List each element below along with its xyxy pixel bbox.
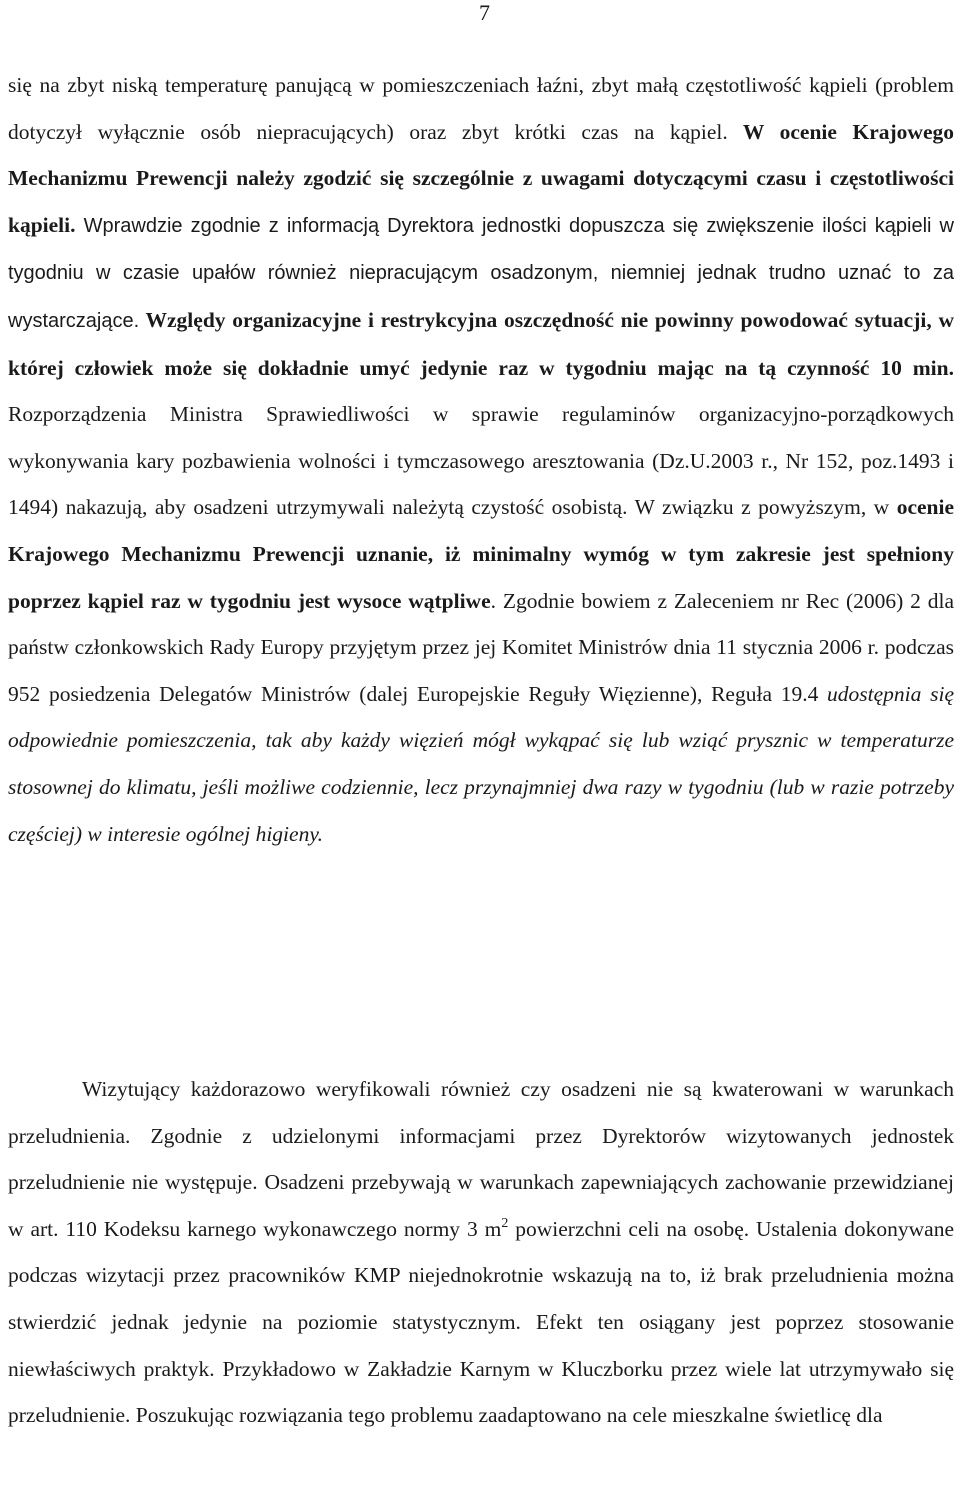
overcrowding-text-part1: Wizytujący każdorazowo weryfikowali również czy osadzeni nie są kwaterowani w warunkach przeludnienia. Zgodnie z udzielonymi informacjami przez Dyrektorów wizytowanych jednostek przeludnienie nie występuje. Osadzeni przebywają w warunkach zapewniających zachowanie przewidzianej w art. 110 Kodeksu karnego wykonawczego normy 3 m <box>8 1077 954 1241</box>
page-number: 7 <box>479 0 490 25</box>
prison-rules-text: . Zgodnie bowiem z Zaleceniem nr Rec (2006) 2 dla państw członkowskich Rady Europy przyjętym przez jej Komitet Ministrów dnia 11 stycznia 2006 r. podczas 952 posiedzenia Delegatów Ministrów (dalej Europejskie Reguły Więzienne), Reguła 19.4 <box>8 588 954 706</box>
kmp-opinion-bold: W ocenie Krajowego Mechanizmu Prewencji należy zgodzić się szczególnie z uwagami dotyczącymi czasu i częstotliwości kąpieli. <box>8 119 954 237</box>
body-text <box>8 62 954 1439</box>
paragraph-bathing-conditions <box>8 62 954 1066</box>
minimum-requirement-bold: ocenie Krajowego Mechanizmu Prewencji uznanie, iż minimalny wymóg w tym zakresie jest spełniony poprzez kąpiel raz w tygodniu jest wysoce wątpliwe <box>8 495 954 613</box>
paragraph-overcrowding <box>8 1066 954 1439</box>
organizational-reasons-bold: Względy organizacyjne i restrykcyjna oszczędność nie powinny powodować sytuacji, w której człowiek może się dokładnie umyć jedynie raz w tygodniu mając na tą czynność 10 min. <box>8 307 954 380</box>
rule-19-4-quote: udostępnia się odpowiednie pomieszczenia, tak aby każdy więzień mógł wykąpać się lub wziąć prysznic w temperaturze stosownej do klimatu, jeśli możliwe codziennie, lecz przynajmniej dwa razy w tygodniu (lub w razie potrzeby częściej) w interesie ogólnej higieny. <box>8 681 954 846</box>
complaints-sentence: się na zbyt niską temperaturę panującą w pomieszczeniach łaźni, zbyt małą częstotliwość kąpieli (problem dotyczył wyłącznie osób niepracujących) oraz zbyt krótki czas na kąpiel. <box>8 73 954 144</box>
square-superscript: 2 <box>501 1215 509 1231</box>
overcrowding-text-part2: powierzchni celi na osobę. Ustalenia dokonywane podczas wizytacji przez pracowników KMP niejednokrotnie wskazują na to, iż brak przeludnienia można stwierdzić jednak jedynie na poziomie statystycznym. Efekt ten osiągany jest poprzez stosowanie niewłaściwych praktyk. Przykładowo w Zakładzie Karnym w Kluczborku przez wiele lat utrzymywało się przeludnienie. Poszukując rozwiązania tego problemu zaadaptowano na cele mieszkalne świetlicę dla <box>8 1216 954 1428</box>
regulations-text: Rozporządzenia Ministra Sprawiedliwości w sprawie regulaminów organizacyjno-porządkowych wykonywania kary pozbawienia wolności i tymczasowego aresztowania (Dz.U.2003 r., Nr 152, poz.1493 i 1494) nakazują, aby osadzeni utrzymywali należytą czystość osobistą. W związku z powyższym, w <box>8 402 954 520</box>
director-information-text: Wprawdzie zgodnie z informacją Dyrektora jednostki dopuszcza się zwiększenie ilości kąpieli w tygodniu w czasie upałów również niepracującym osadzonym, niemniej jednak trudno uznać to za wystarczające. <box>8 214 954 332</box>
